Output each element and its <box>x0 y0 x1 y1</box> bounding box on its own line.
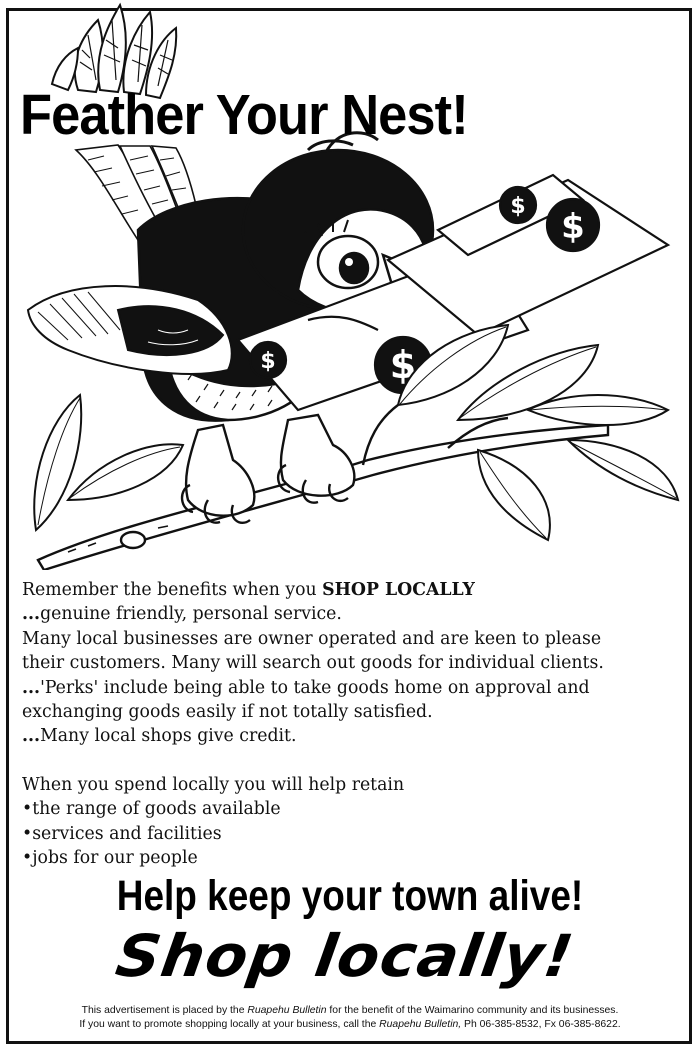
body-line-4: their customers. Many will search out goods for individual clients. <box>22 653 604 674</box>
headline: Feather Your Nest! <box>20 83 468 147</box>
slogan-shop-locally: Shop locally! <box>111 922 579 990</box>
dollar-sign-4: $ <box>260 349 276 374</box>
dollar-sign-3: $ <box>510 194 526 219</box>
body-line-5: ...'Perks' include being able to take goods home on approval and <box>22 677 590 698</box>
footer-line-2: If you want to promote shopping locally at your business, call the Ruapehu Bulletin, Ph 06-385-8532, Fx 06-385-8622. <box>79 1019 621 1030</box>
body-line-3: Many local businesses are owner operated and are keen to please <box>22 628 602 649</box>
publication-name: Ruapehu Bulletin <box>247 1005 327 1016</box>
dollar-sign-2: $ <box>561 207 585 247</box>
paragraph-gap <box>22 749 682 773</box>
body-line-2: ...genuine friendly, personal service. <box>22 604 342 625</box>
body-line-1: Remember the benefits when you SHOP LOCALLY <box>22 580 475 600</box>
body-line-7: ...Many local shops give credit. <box>22 726 297 747</box>
body-line-6: exchanging goods easily if not totally satisfied. <box>22 702 433 723</box>
footer-line-1: This advertisement is placed by the Ruapehu Bulletin for the benefit of the Waimarino community and its businesses. <box>81 1005 619 1016</box>
body-line-8: When you spend locally you will help retain <box>22 774 405 795</box>
footer-note <box>0 1004 700 1032</box>
bullet-item: •services and facilities <box>22 823 222 844</box>
shop-locally-emphasis: SHOP LOCALLY <box>322 580 475 600</box>
bird-feet-icon <box>182 415 354 523</box>
bullet-item: •jobs for our people <box>22 848 198 869</box>
slogan-keep-town-alive: Help keep your town alive! <box>116 872 584 920</box>
dollar-sign-1: $ <box>389 343 417 387</box>
publication-name: Ruapehu Bulletin, <box>379 1019 462 1030</box>
bullet-item: •the range of goods available <box>22 799 281 820</box>
body-copy <box>22 578 682 870</box>
